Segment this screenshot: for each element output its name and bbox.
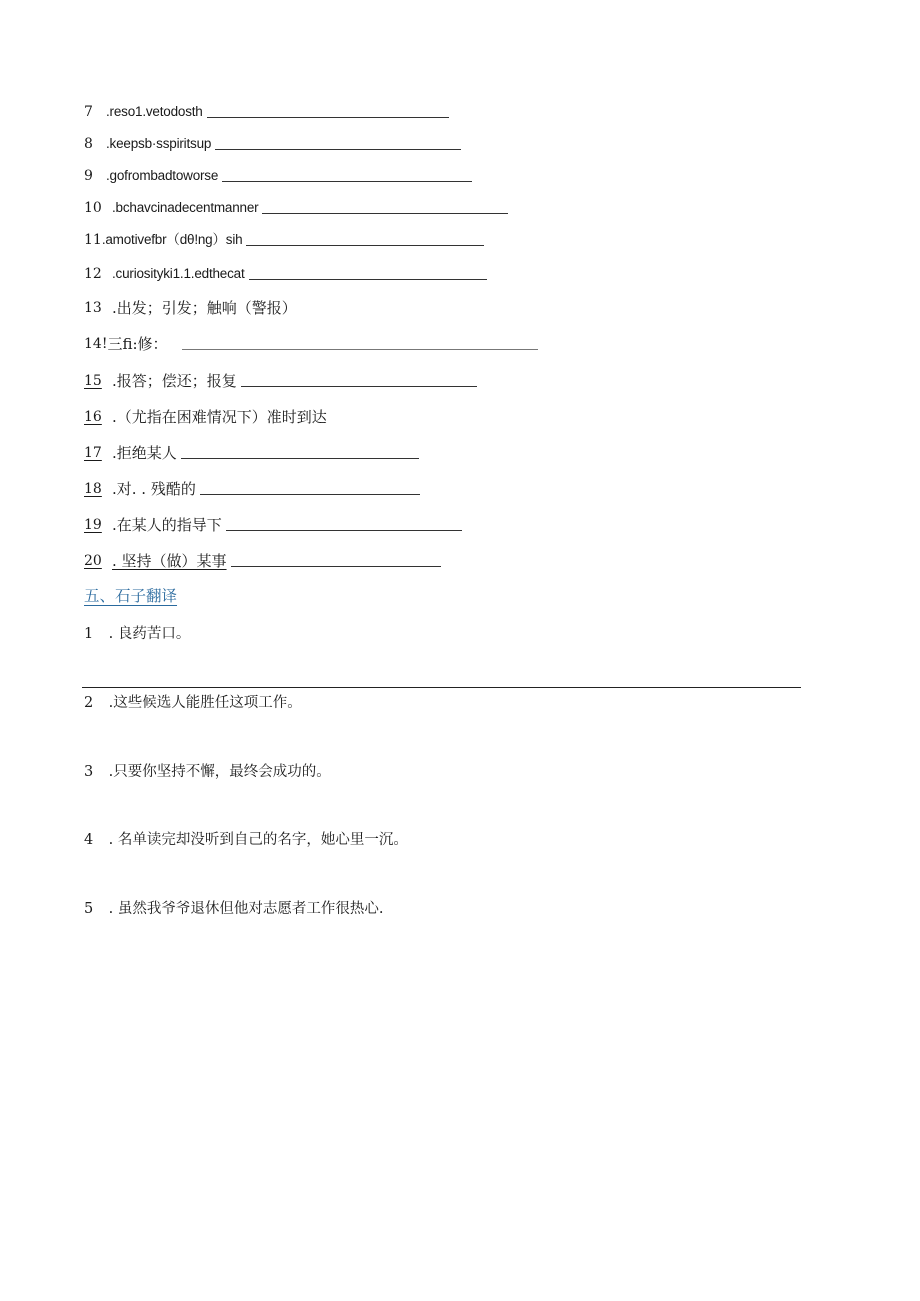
item-text: . 坚持（做）某事 bbox=[112, 552, 227, 570]
answer-blank[interactable] bbox=[249, 279, 487, 280]
item-number: 20 bbox=[84, 553, 102, 569]
item-text: .amotivefbr（dθ!ng）sih bbox=[101, 232, 243, 247]
item-number: 13 bbox=[84, 300, 102, 316]
item-number: 9 bbox=[84, 168, 93, 184]
answer-blank[interactable] bbox=[222, 181, 472, 182]
item-number: 7 bbox=[84, 104, 93, 120]
translation-item-4 bbox=[84, 828, 408, 849]
item-text: .bchavcinadecentmanner bbox=[112, 200, 259, 215]
answer-blank[interactable] bbox=[246, 245, 484, 246]
item-text: . 虽然我爷爷退休但他对志愿者工作很热心. bbox=[108, 901, 384, 917]
item-text: .reso1.vetodosth bbox=[106, 104, 203, 119]
answer-blank[interactable] bbox=[181, 458, 419, 459]
item-text: .gofrombadtoworse bbox=[106, 168, 219, 183]
vocab-item-10 bbox=[84, 195, 508, 217]
item-text: . 良药苦口。 bbox=[108, 626, 191, 642]
item-number: 10 bbox=[84, 200, 102, 216]
vocab-item-16 bbox=[84, 404, 327, 426]
item-number: 3 bbox=[84, 764, 94, 780]
item-text: .这些候选人能胜任这项工作。 bbox=[108, 695, 302, 711]
translation-item-2 bbox=[84, 691, 302, 712]
vocab-item-13 bbox=[84, 295, 297, 317]
item-number: 2 bbox=[84, 695, 94, 711]
item-text: . 名单读完却没听到自己的名字，她心里一沉。 bbox=[108, 832, 408, 848]
item-text: .拒绝某人 bbox=[112, 444, 177, 462]
item-number: 12 bbox=[84, 266, 102, 282]
translation-item-1 bbox=[84, 622, 190, 643]
item-number: 15 bbox=[84, 373, 102, 389]
translation-item-5 bbox=[84, 897, 383, 918]
vocab-item-11 bbox=[84, 227, 484, 249]
item-number: 1 bbox=[84, 626, 94, 642]
answer-blank[interactable] bbox=[215, 149, 461, 150]
item-text: .对. . 残酷的 bbox=[112, 480, 196, 498]
vocab-item-14 bbox=[84, 331, 538, 353]
answer-blank[interactable] bbox=[207, 117, 449, 118]
item-text: .（尤指在困难情况下）准时到达 bbox=[112, 408, 327, 426]
vocab-item-15 bbox=[84, 368, 477, 390]
item-text: .在某人的指导下 bbox=[112, 516, 222, 534]
item-number: 17 bbox=[84, 445, 102, 461]
vocab-item-17 bbox=[84, 440, 419, 462]
item-number: 14! bbox=[84, 336, 108, 352]
answer-blank[interactable] bbox=[262, 213, 508, 214]
answer-blank[interactable] bbox=[226, 530, 462, 531]
vocab-item-12 bbox=[84, 261, 487, 283]
vocab-item-18 bbox=[84, 476, 420, 498]
item-text: .curiosityki1.1.edthecat bbox=[112, 266, 245, 281]
item-number: 8 bbox=[84, 136, 93, 152]
item-number: 18 bbox=[84, 481, 102, 497]
answer-line[interactable] bbox=[82, 687, 801, 688]
item-number: 16 bbox=[84, 409, 102, 425]
item-number: 4 bbox=[84, 832, 94, 848]
item-number: 19 bbox=[84, 517, 102, 533]
answer-blank[interactable] bbox=[182, 349, 538, 350]
vocab-item-7 bbox=[84, 99, 449, 121]
item-number: 11 bbox=[84, 232, 102, 248]
vocab-item-8 bbox=[84, 131, 461, 153]
item-text: 三fi:修： bbox=[107, 335, 168, 353]
answer-blank[interactable] bbox=[231, 566, 441, 567]
item-number: 5 bbox=[84, 901, 94, 917]
section-title: 五、石子翻译 bbox=[84, 587, 178, 605]
item-text: .报答；偿还；报复 bbox=[112, 372, 237, 390]
item-text: .只要你坚持不懈，最终会成功的。 bbox=[108, 764, 331, 780]
answer-blank[interactable] bbox=[200, 494, 420, 495]
translation-item-3 bbox=[84, 760, 331, 781]
vocab-item-20 bbox=[84, 548, 441, 570]
vocab-item-9 bbox=[84, 163, 472, 185]
item-text: .keepsb·sspiritsup bbox=[106, 136, 212, 151]
answer-blank[interactable] bbox=[241, 386, 477, 387]
vocab-item-19 bbox=[84, 512, 462, 534]
item-text: .出发；引发；触响（警报） bbox=[112, 299, 297, 317]
